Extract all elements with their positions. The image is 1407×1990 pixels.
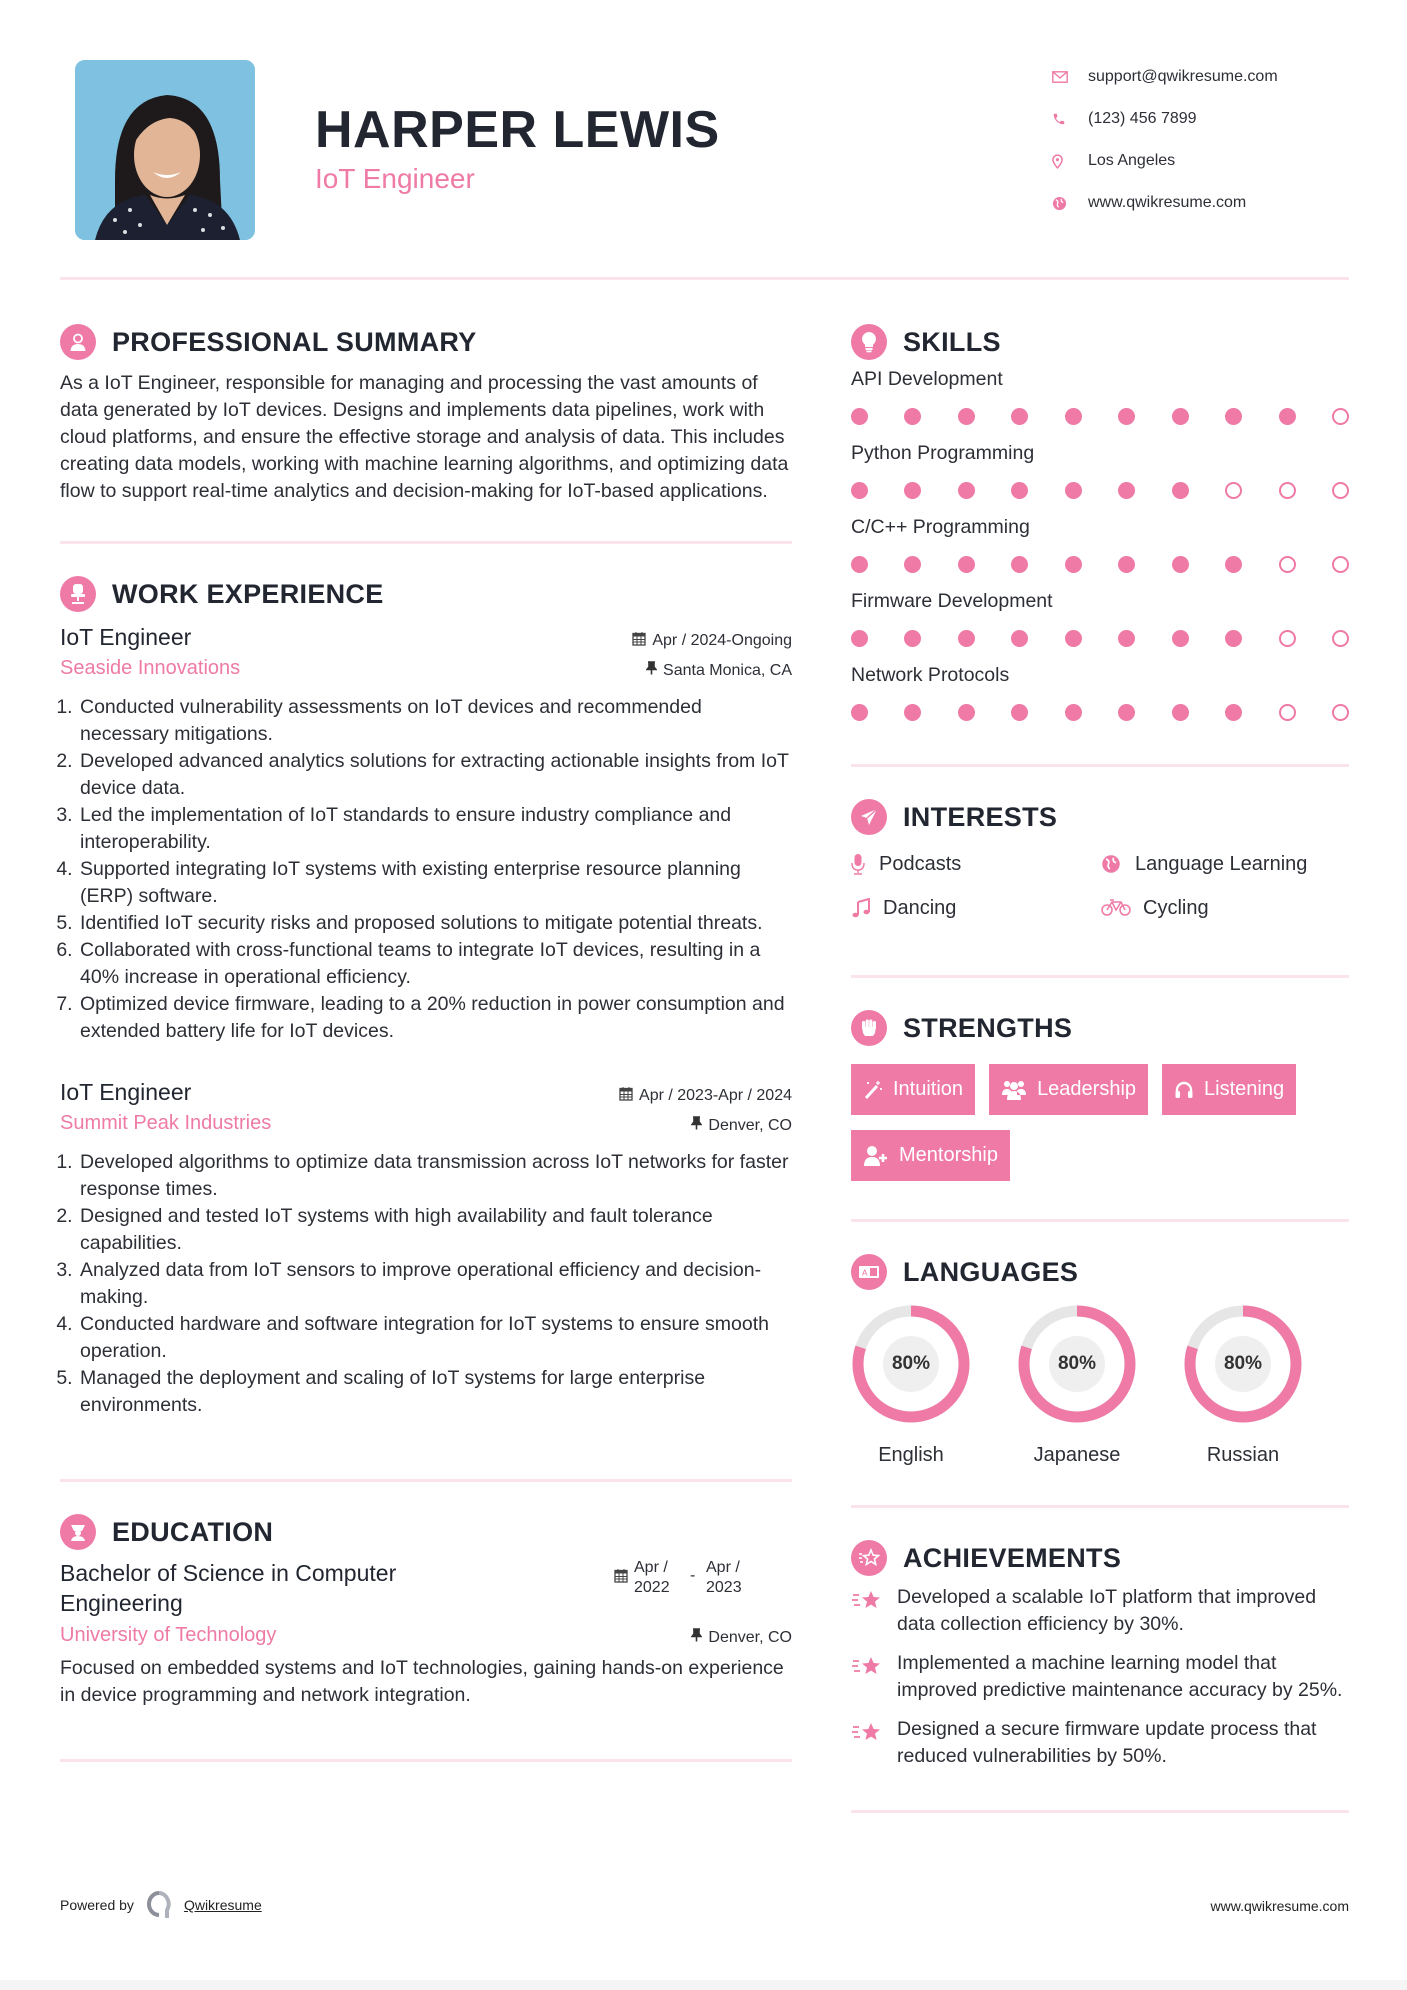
language-percent: 80% — [1215, 1336, 1271, 1392]
job-role: IoT Engineer — [60, 1079, 192, 1105]
skill-rating — [851, 542, 1349, 586]
job-company: Summit Peak Industries — [60, 1112, 272, 1134]
rating-dot-filled — [958, 630, 975, 647]
skill-item — [851, 660, 1349, 734]
education-description: Focused on embedded systems and IoT technologies, gaining hands-on experience in device programming and network integration. — [60, 1657, 784, 1706]
section-header — [60, 1510, 792, 1554]
resume-header — [0, 0, 1407, 280]
rating-dot-filled — [1011, 482, 1028, 499]
section-title: ACHIEVEMENTS — [903, 1542, 1122, 1573]
contact-email[interactable] — [1050, 56, 1278, 98]
job-bullet: 3. Analyzed data from IoT sensors to improve operational efficiency and decision-making. — [78, 1257, 792, 1311]
interest-item — [1101, 891, 1351, 925]
job-entry — [60, 624, 792, 1045]
achievement-text: Designed a secure firmware update process that reduced vulnerabilities by 50%. — [897, 1718, 1317, 1767]
paper-plane-icon — [851, 799, 887, 835]
qwikresume-link[interactable]: Qwikresume — [183, 1897, 262, 1913]
language-item — [1183, 1304, 1303, 1467]
skill-name: C/C++ Programming — [851, 516, 1030, 538]
rating-dot-empty — [1332, 556, 1349, 573]
section-title: LANGUAGES — [903, 1256, 1079, 1287]
music-note-icon — [851, 898, 879, 918]
education-date — [614, 1558, 756, 1598]
education-school: University of Technology — [60, 1624, 277, 1646]
globe-icon — [1050, 196, 1088, 211]
interest-item — [1101, 847, 1351, 881]
rating-dot-filled — [1011, 704, 1028, 721]
rating-dot-empty — [1332, 704, 1349, 721]
rating-dot-empty — [1332, 630, 1349, 647]
rating-dot-filled — [958, 556, 975, 573]
rating-dot-filled — [1172, 482, 1189, 499]
section-header — [851, 795, 1349, 839]
strengths-list — [851, 1064, 1349, 1181]
rating-dot-filled — [851, 556, 868, 573]
left-column — [60, 320, 792, 1762]
job-location-text: Santa Monica, CA — [663, 661, 792, 679]
rating-dot-filled — [1065, 556, 1082, 573]
rating-dot-filled — [1225, 704, 1242, 721]
rating-dot-filled — [1065, 630, 1082, 647]
achievement-item — [851, 1716, 1349, 1770]
section-header — [851, 1536, 1349, 1580]
rating-dot-filled — [1225, 630, 1242, 647]
interest-label: Cycling — [1143, 896, 1209, 919]
shooting-star-icon — [851, 1584, 897, 1638]
skill-rating — [851, 468, 1349, 512]
rating-dot-filled — [851, 482, 868, 499]
shooting-star-icon — [851, 1716, 897, 1770]
rating-dot-empty — [1332, 408, 1349, 425]
rating-dot-filled — [904, 630, 921, 647]
education-location-text: Denver, CO — [708, 1628, 792, 1646]
job-bullet: 3. Led the implementation of IoT standards to ensure industry compliance and interoperability. — [78, 802, 792, 856]
strength-label: Intuition — [893, 1078, 964, 1100]
languages-section — [851, 1250, 1349, 1467]
contact-website[interactable] — [1050, 182, 1278, 224]
contact-website-text: www.qwikresume.com — [1088, 194, 1247, 211]
rating-dot-filled — [1065, 482, 1082, 499]
interest-label: Language Learning — [1135, 852, 1308, 875]
calendar-icon — [619, 1086, 633, 1106]
work-experience-section — [60, 572, 792, 1419]
job-bullet: 5. Managed the deployment and scaling of IoT systems for large enterprise environments. — [78, 1365, 792, 1419]
interest-label: Podcasts — [879, 852, 962, 875]
profile-photo — [75, 60, 255, 240]
skill-name: Network Protocols — [851, 664, 1010, 686]
graduate-icon — [60, 1514, 96, 1550]
section-divider — [851, 975, 1349, 978]
strength-label: Mentorship — [899, 1144, 998, 1166]
interest-label: Dancing — [883, 896, 957, 919]
section-header — [851, 320, 1349, 364]
skill-item — [851, 438, 1349, 512]
rating-dot-filled — [1118, 408, 1135, 425]
strength-tag — [851, 1064, 975, 1115]
professional-summary-section — [60, 320, 792, 505]
rating-dot-filled — [1279, 408, 1296, 425]
job-location — [691, 1116, 792, 1135]
education-end: Apr / 2023 — [706, 1559, 742, 1596]
strength-label: Leadership — [1037, 1078, 1137, 1100]
rating-dot-empty — [1279, 482, 1296, 499]
rating-dot-empty — [1279, 630, 1296, 647]
section-title: STRENGTHS — [903, 1012, 1073, 1043]
rating-dot-filled — [904, 408, 921, 425]
job-bullets — [60, 1149, 792, 1419]
skill-rating — [851, 616, 1349, 660]
achievement-text: Developed a scalable IoT platform that improved data collection efficiency by 30%. — [897, 1586, 1317, 1635]
qwikresume-logo-icon — [146, 1890, 172, 1920]
magic-wand-icon — [863, 1080, 883, 1100]
lightbulb-icon — [851, 324, 887, 360]
language-proficiency-ring — [1017, 1304, 1137, 1424]
section-divider — [60, 1479, 792, 1482]
language-proficiency-ring — [851, 1304, 971, 1424]
job-date — [632, 631, 792, 651]
phone-icon — [1050, 112, 1088, 126]
job-date-text: Apr / 2024-Ongoing — [652, 632, 792, 649]
rating-dot-filled — [1065, 704, 1082, 721]
pushpin-icon — [646, 661, 657, 680]
person-portrait-icon — [75, 60, 255, 240]
language-proficiency-ring — [1183, 1304, 1303, 1424]
section-divider — [60, 541, 792, 544]
job-bullet: 6. Collaborated with cross-functional teams to integrate IoT devices, resulting in a 40% increase in operational efficiency. — [78, 937, 792, 991]
translate-icon — [851, 1254, 887, 1290]
achievements-section — [851, 1536, 1349, 1770]
education-section — [60, 1510, 792, 1709]
languages-list — [851, 1304, 1349, 1467]
section-title: SKILLS — [903, 326, 1001, 357]
calendar-icon — [614, 1558, 628, 1589]
job-bullet: 4. Supported integrating IoT systems with existing enterprise resource planning (ERP) software. — [78, 856, 792, 910]
rating-dot-empty — [1279, 704, 1296, 721]
job-date — [619, 1086, 792, 1106]
rating-dot-filled — [851, 408, 868, 425]
job-bullet: 2. Developed advanced analytics solutions for extracting actionable insights from IoT device data. — [78, 748, 792, 802]
star-badge-icon — [851, 1540, 887, 1576]
rating-dot-filled — [1172, 408, 1189, 425]
contact-list — [1050, 56, 1278, 224]
date-separator: - — [690, 1567, 696, 1584]
summary-text: As a IoT Engineer, responsible for managing and processing the vast amounts of data generated by IoT devices. Designs and implements data pipelines, work with cloud platforms, and ensure the effective storage and analysis of data. This includes creating data models, working with machine learning algorithms, and optimizing data flow to support real-time analytics and decision-making for IoT-based applications. — [60, 372, 789, 502]
rating-dot-filled — [1172, 704, 1189, 721]
section-title: INTERESTS — [903, 801, 1058, 832]
rating-dot-filled — [904, 556, 921, 573]
pushpin-icon — [691, 1628, 702, 1647]
strength-tag — [989, 1064, 1148, 1115]
candidate-name: HARPER LEWIS — [315, 101, 720, 159]
rating-dot-filled — [851, 704, 868, 721]
rating-dot-filled — [1011, 556, 1028, 573]
page-bottom-edge — [0, 1980, 1407, 1990]
interests-section — [851, 795, 1349, 925]
user-plus-icon — [863, 1145, 889, 1167]
user-icon — [60, 324, 96, 360]
microphone-icon — [851, 853, 879, 875]
achievement-item — [851, 1584, 1349, 1638]
rating-dot-filled — [1172, 556, 1189, 573]
language-item — [851, 1304, 971, 1467]
section-title: EDUCATION — [112, 1516, 274, 1547]
rating-dot-filled — [1118, 630, 1135, 647]
footer-powered-by — [60, 1890, 262, 1920]
map-pin-icon — [1050, 154, 1088, 169]
section-header — [60, 572, 792, 616]
skill-rating — [851, 394, 1349, 438]
language-name: English — [878, 1444, 944, 1466]
achievement-text: Implemented a machine learning model that improved predictive maintenance accuracy by 25%. — [897, 1652, 1343, 1701]
header-divider — [60, 277, 1349, 280]
rating-dot-empty — [1279, 556, 1296, 573]
strengths-section — [851, 1006, 1349, 1181]
interests-list — [851, 847, 1349, 925]
section-divider — [851, 1810, 1349, 1813]
contact-location-text: Los Angeles — [1088, 152, 1176, 169]
skill-item — [851, 586, 1349, 660]
rating-dot-filled — [1118, 556, 1135, 573]
skill-name: API Development — [851, 368, 1003, 390]
candidate-title: IoT Engineer — [315, 163, 475, 194]
language-name: Russian — [1206, 1444, 1280, 1466]
section-header — [60, 320, 792, 364]
rating-dot-filled — [904, 704, 921, 721]
contact-email-text: support@qwikresume.com — [1088, 68, 1278, 85]
rating-dot-filled — [904, 482, 921, 499]
job-entry — [60, 1079, 792, 1419]
svg-text:A: A — [862, 1268, 868, 1278]
job-date-text: Apr / 2023-Apr / 2024 — [639, 1087, 792, 1104]
job-bullet: 5. Identified IoT security risks and proposed solutions to mitigate potential threats. — [78, 910, 792, 937]
rating-dot-empty — [1332, 482, 1349, 499]
achievement-item — [851, 1650, 1349, 1704]
section-header — [851, 1250, 1349, 1294]
headphones-icon — [1174, 1080, 1194, 1100]
section-divider — [851, 764, 1349, 767]
skills-section — [851, 320, 1349, 734]
contact-phone-text: (123) 456 7899 — [1088, 110, 1197, 127]
rating-dot-empty — [1225, 482, 1242, 499]
education-start: Apr / 2022 — [634, 1559, 670, 1596]
contact-phone[interactable] — [1050, 98, 1278, 140]
rating-dot-filled — [1225, 556, 1242, 573]
section-title: WORK EXPERIENCE — [112, 578, 384, 609]
skill-item — [851, 512, 1349, 586]
language-percent: 80% — [883, 1336, 939, 1392]
interest-item — [851, 891, 1101, 925]
strength-tag — [1162, 1064, 1296, 1115]
job-bullets — [60, 694, 792, 1045]
rating-dot-filled — [1118, 482, 1135, 499]
contact-location — [1050, 140, 1278, 182]
rating-dot-filled — [1172, 630, 1189, 647]
rating-dot-filled — [1011, 408, 1028, 425]
skill-rating — [851, 690, 1349, 734]
rating-dot-filled — [851, 630, 868, 647]
section-divider — [60, 1759, 792, 1762]
job-location — [646, 661, 792, 680]
strength-tag — [851, 1130, 1010, 1181]
globe-icon — [1101, 854, 1129, 874]
section-divider — [851, 1505, 1349, 1508]
education-location — [691, 1628, 792, 1647]
footer-website[interactable]: www.qwikresume.com — [1210, 1898, 1349, 1914]
section-title: PROFESSIONAL SUMMARY — [112, 326, 477, 357]
job-location-text: Denver, CO — [708, 1116, 792, 1134]
rating-dot-filled — [1011, 630, 1028, 647]
rating-dot-filled — [1065, 408, 1082, 425]
office-chair-icon — [60, 576, 96, 612]
skill-name: Firmware Development — [851, 590, 1053, 612]
envelope-icon — [1050, 71, 1088, 83]
rating-dot-filled — [958, 482, 975, 499]
section-divider — [851, 1219, 1349, 1222]
rating-dot-filled — [958, 408, 975, 425]
job-bullet: 1. Developed algorithms to optimize data transmission across IoT networks for faster response times. — [78, 1149, 792, 1203]
language-item — [1017, 1304, 1137, 1467]
skill-name: Python Programming — [851, 442, 1035, 464]
fist-icon — [851, 1010, 887, 1046]
language-percent: 80% — [1049, 1336, 1105, 1392]
calendar-icon — [632, 631, 646, 651]
interest-item — [851, 847, 1101, 881]
rating-dot-filled — [1225, 408, 1242, 425]
strength-label: Listening — [1204, 1078, 1285, 1100]
users-icon — [1001, 1079, 1027, 1101]
job-role: IoT Engineer — [60, 624, 192, 650]
shooting-star-icon — [851, 1650, 897, 1704]
job-bullet: 1. Conducted vulnerability assessments on IoT devices and recommended necessary mitigations. — [78, 694, 792, 748]
pushpin-icon — [691, 1116, 702, 1135]
language-name: Japanese — [1033, 1444, 1121, 1466]
powered-by-text: Powered by — [60, 1897, 134, 1913]
skills-list — [851, 364, 1349, 734]
job-bullet: 7. Optimized device firmware, leading to a 20% reduction in power consumption and extended battery life for IoT devices. — [78, 991, 792, 1045]
job-bullet: 4. Conducted hardware and software integration for IoT systems to ensure smooth operation. — [78, 1311, 792, 1365]
rating-dot-filled — [1118, 704, 1135, 721]
bicycle-icon — [1101, 899, 1137, 917]
skill-item — [851, 364, 1349, 438]
right-column — [851, 320, 1349, 1813]
section-header — [851, 1006, 1349, 1050]
job-bullet: 2. Designed and tested IoT systems with high availability and fault tolerance capabilities. — [78, 1203, 792, 1257]
rating-dot-filled — [958, 704, 975, 721]
job-company: Seaside Innovations — [60, 657, 241, 679]
education-degree: Bachelor of Science in Computer Engineering — [60, 1560, 397, 1616]
